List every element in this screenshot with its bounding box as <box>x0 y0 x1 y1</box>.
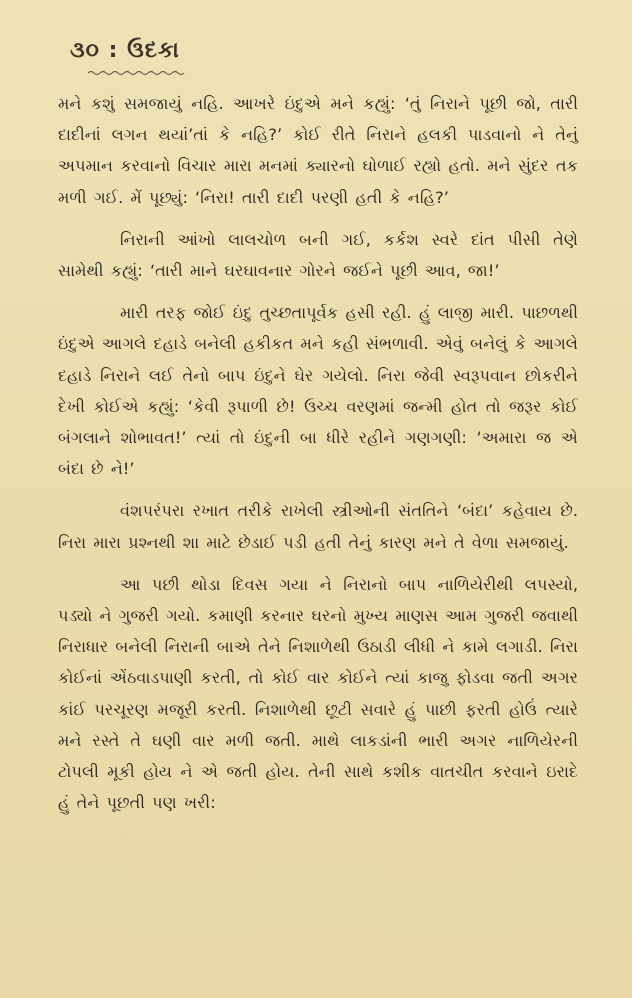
paragraph: મારી તરફ જોઈ ઇંદુ તુચ્છતાપૂર્વક હસી રહી. હું લાજી મારી. પાછળથી ઇંદુએ આગલે દહાડે બનેલી હકીકત મને કહી સંભળાવી. એવું બનેલું કે આગલે દહાડે નિરાને લઈ તેનો બાપ ઇંદુને ઘેર ગયેલો. નિરા જેવી સ્વરૂપવાન છોકરીને દેખી કોઈએ કહ્યું: ‘કેવી રૂપાળી છે! ઉચ્ચ વરણમાં જન્મી હોત તો જરૂર કોઈ બંગલાને શોભાવત!’ ત્યાં તો ઇંદુની બા ધીરે રહીને ગણગણી: ‘અમારા જ એ બંદા છે ને!’ <box>58 303 578 479</box>
running-header <box>70 38 180 63</box>
body-text <box>58 88 578 818</box>
header-separator: : <box>108 38 119 63</box>
chapter-title: ઉદકા <box>127 38 180 63</box>
paragraph: નિરાની આંખો લાલચોળ બની ગઈ, કર્કશ સ્વરે દાંત પીસી તેણે સામેથી કહ્યું: ‘તારી માને ઘરઘાવનાર ગોરને જઈને પૂછી આવ, જા!’ <box>58 229 578 281</box>
paragraph: આ પછી થોડા દિવસ ગયા ને નિરાનો બાપ નાળિયેરીથી લપસ્યો, પડ્યો ને ગુજરી ગયો. કમાણી કરનાર ઘરનો મુખ્ય માણસ આમ ગુજરી જવાથી નિરાધાર બનેલી નિરાની બાએ તેને નિશાળેથી ઉઠાડી લીધી ને કામે લગાડી. નિરા કોઈનાં એંઠવાડપાણી કરતી, તો કોઈ વાર કોઈને ત્યાં કાજુ ફોડવા જતી અગર કાંઈ પરચૂરણ મજૂરી કરતી. નિશાળેથી છૂટી સવારે હું પાછી ફરતી હોઉં ત્યારે મને રસ્તે તે ઘણી વાર મળી જતી. માથે લાકડાંની ભારી અગર નાળિયેરની ટોપલી મૂકી હોય ને એ જતી હોય. તેની સાથે કશીક વાતચીત કરવાને ઇરાદે હું તેને પૂછતી પણ ખરી: <box>58 574 578 813</box>
page-number: ૩૦ <box>70 38 100 63</box>
header-ornament-rule <box>88 70 186 76</box>
paragraph: મને કશું સમજાયું નહિ. આખરે ઇંદુએ મને કહ્યું: ‘તું નિરાને પૂછી જો, તારી દાદીનાં લગન થયાં’તાં કે નહિ?’ કોઈ રીતે નિરાને હલકી પાડવાનો ને તેનું અપમાન કરવાનો વિચાર મારા મનમાં ક્યારનો ઘોળાઈ રહ્યો હતો. મને સુંદર તક મળી ગઈ. મેં પૂછ્યું: ‘નિરા! તારી દાદી પરણી હતી કે નહિ?’ <box>58 94 578 207</box>
paragraph: વંશપરંપરા રખાત તરીકે રાખેલી સ્ત્રીઓની સંતતિને ‘બંદા’ કહેવાય છે. નિરા મારા પ્રશ્નથી શા માટે છેડાઈ પડી હતી તેનું કારણ મને તે વેળા સમજાયું. <box>58 501 578 552</box>
